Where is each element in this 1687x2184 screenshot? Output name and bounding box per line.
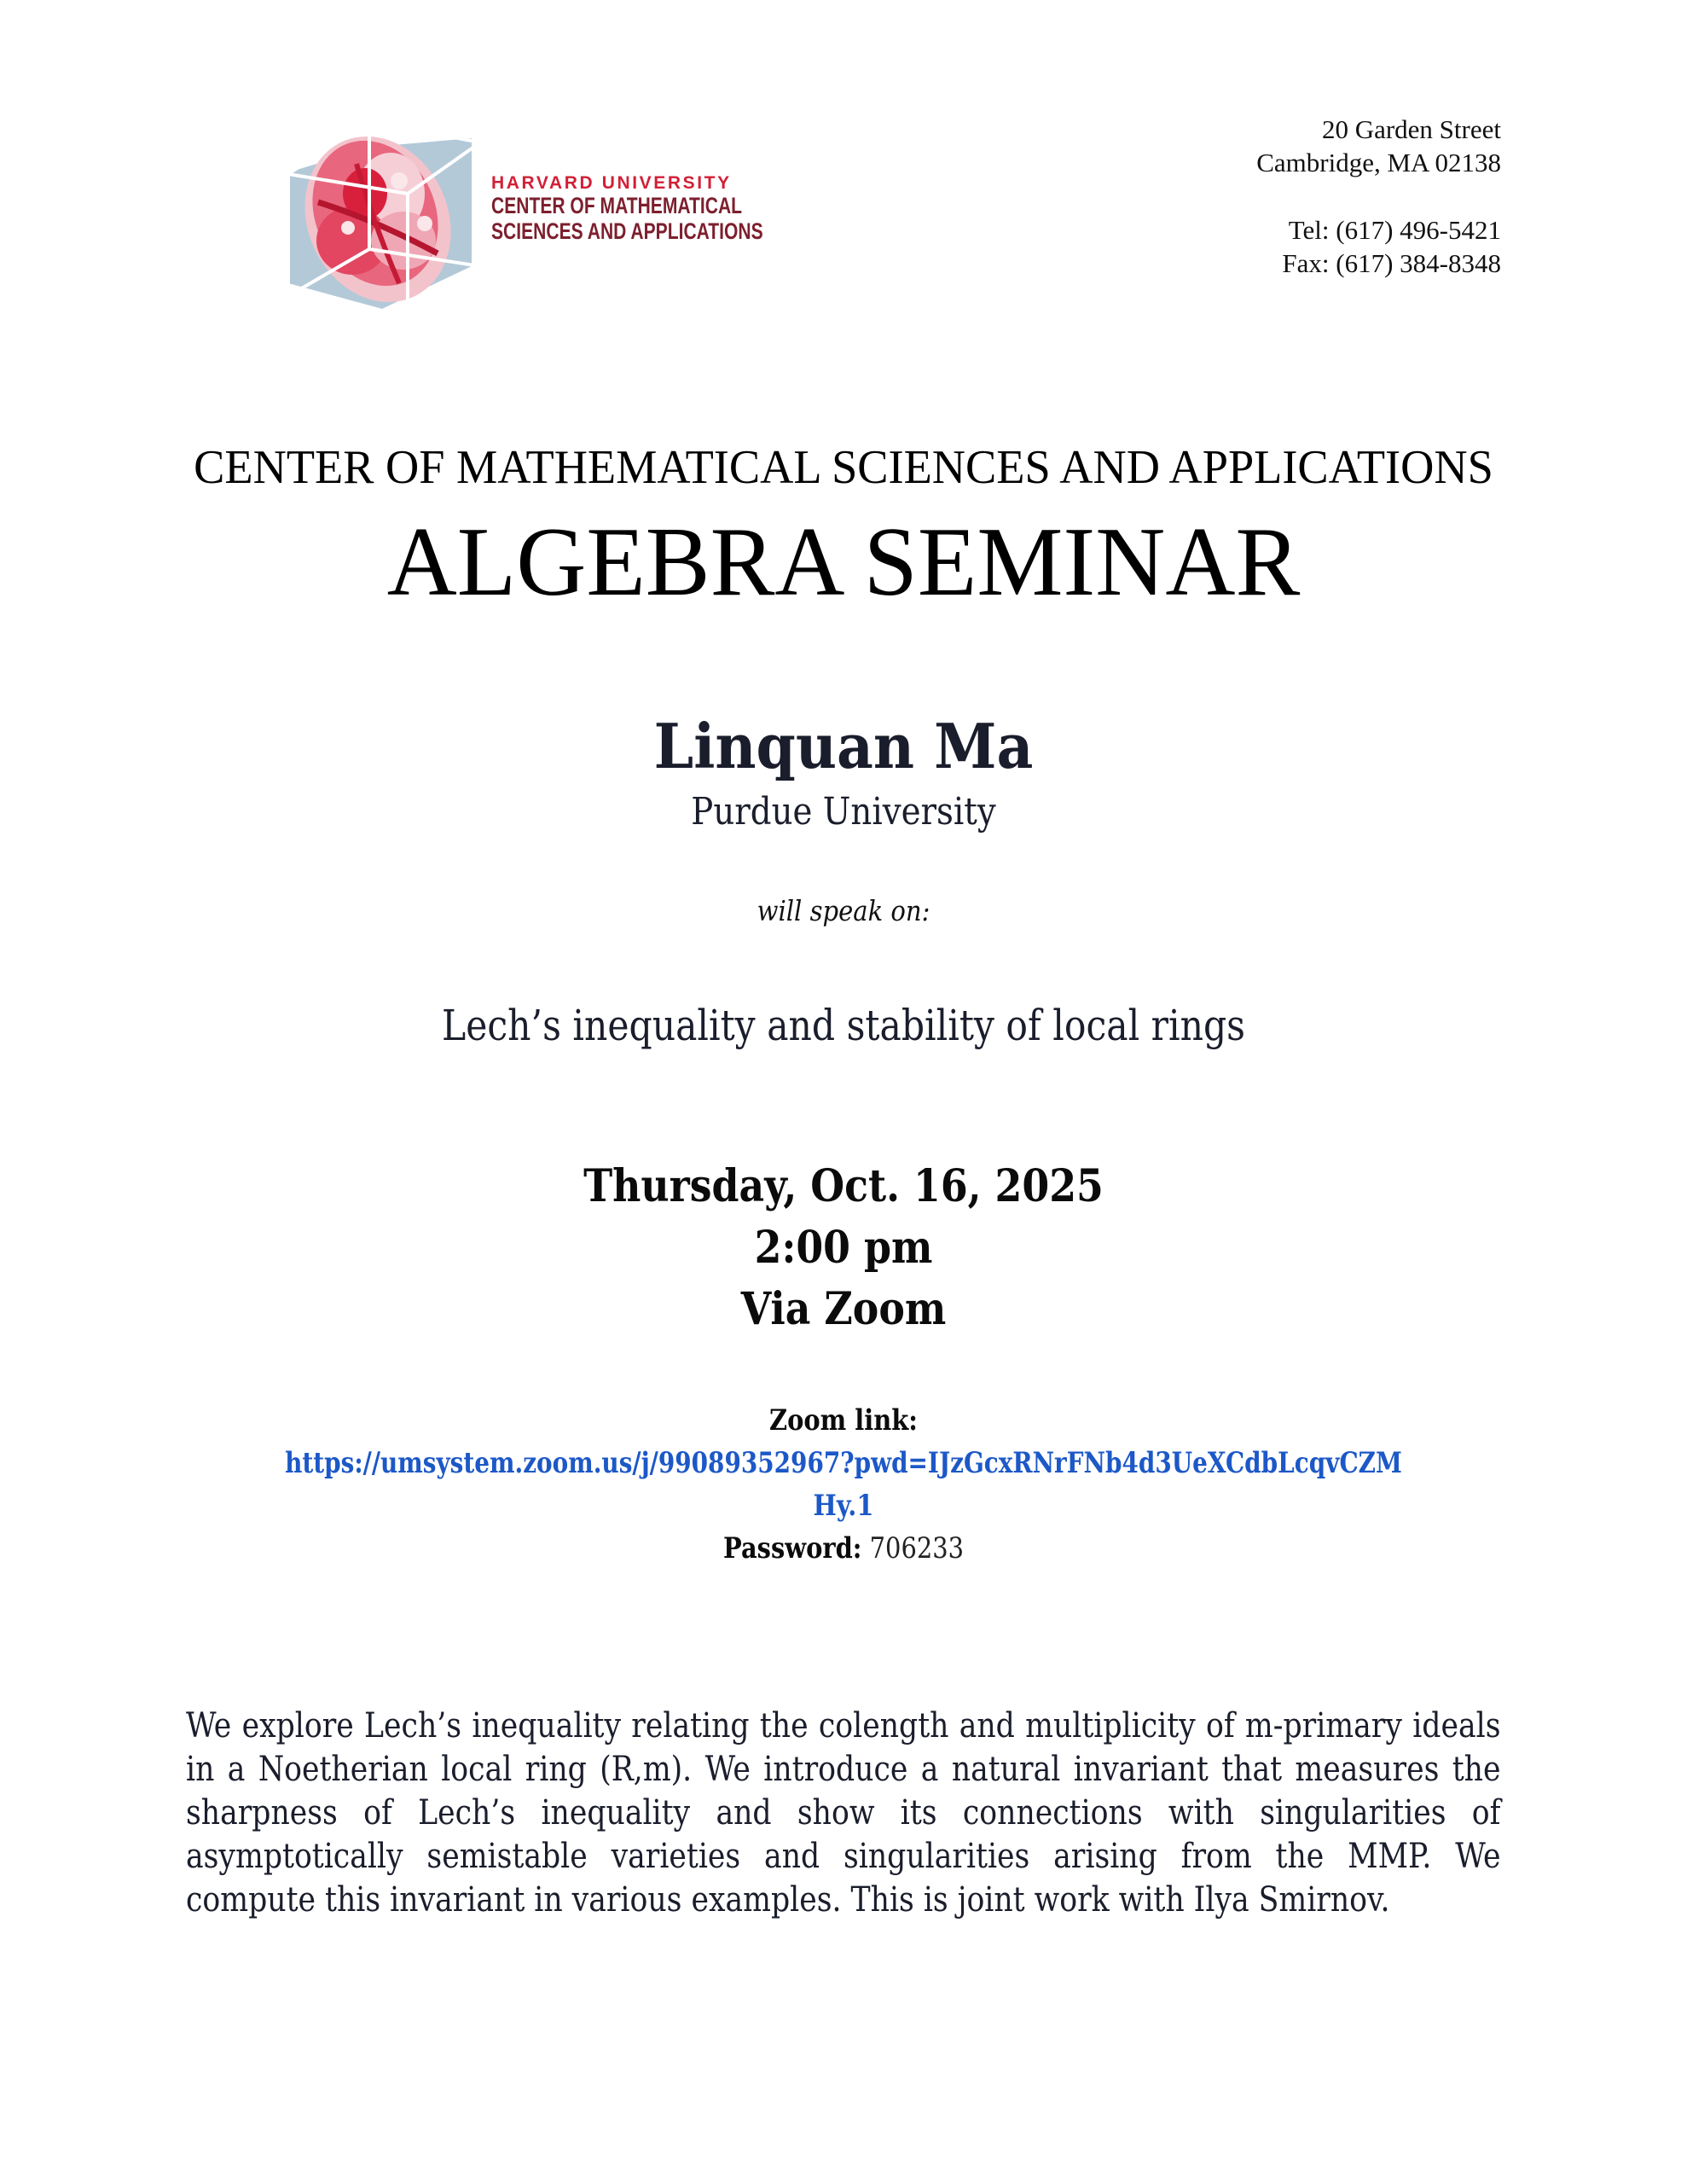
- speaker-affiliation: Purdue University: [691, 790, 996, 834]
- event-time: 2:00 pm: [754, 1222, 933, 1274]
- zoom-link-continuation[interactable]: Hy.1: [813, 1489, 874, 1523]
- abstract: [186, 1705, 1501, 1922]
- address-city: Cambridge, MA 02138: [1256, 148, 1501, 177]
- speaker-name: Linquan Ma: [653, 710, 1034, 782]
- speak-intro: will speak on:: [757, 894, 930, 927]
- logo-university: HARVARD UNIVERSITY: [491, 173, 732, 193]
- cmsa-logo: [271, 113, 766, 317]
- zoom-info: [0, 1399, 1687, 1570]
- seminar-title: ALGEBRA SEMINAR: [386, 508, 1301, 617]
- address-street: 20 Garden Street: [1321, 114, 1501, 144]
- cube-surface-logo-icon: [271, 113, 484, 317]
- event-location: Via Zoom: [740, 1283, 947, 1335]
- password-value: 706233: [869, 1531, 964, 1565]
- logo-center-line2: SCIENCES AND APPLICATIONS: [491, 218, 763, 244]
- logo-center-line1: CENTER OF MATHEMATICAL: [491, 193, 743, 218]
- abstract-text: We explore Lech’s inequality relating the colength and multiplicity of m-primary ideals in a Noetherian local ring (R,m). We introduce a natural invariant that measures the sharpness of Lech’s inequality and show its connections with singularities of asymptotically semistable varieties and singularities arising from the MMP. We compute this invariant in various examples. This is joint work with Ilya Smirnov.: [186, 1706, 1501, 1920]
- event-date: Thursday, Oct. 16, 2025: [583, 1160, 1104, 1212]
- zoom-link[interactable]: https://umsystem.zoom.us/j/99089352967?pwd=IJzGcxRNrFNb4d3UeXCdbLcqvCZM: [285, 1446, 1402, 1480]
- contact-address: [1256, 113, 1501, 280]
- address-tel: Tel: (617) 496-5421: [1288, 215, 1501, 245]
- center-name-heading: CENTER OF MATHEMATICAL SCIENCES AND APPLICATIONS: [194, 441, 1493, 494]
- event-details: [0, 1156, 1687, 1340]
- zoom-link-label: Zoom link:: [769, 1403, 918, 1438]
- talk-title: Lech’s inequality and stability of local rings: [442, 1001, 1245, 1050]
- logo-wordmark: [491, 174, 840, 243]
- password-label: Password:: [722, 1531, 862, 1565]
- zoom-password: [126, 1527, 1560, 1570]
- address-fax: Fax: (617) 384-8348: [1282, 248, 1501, 278]
